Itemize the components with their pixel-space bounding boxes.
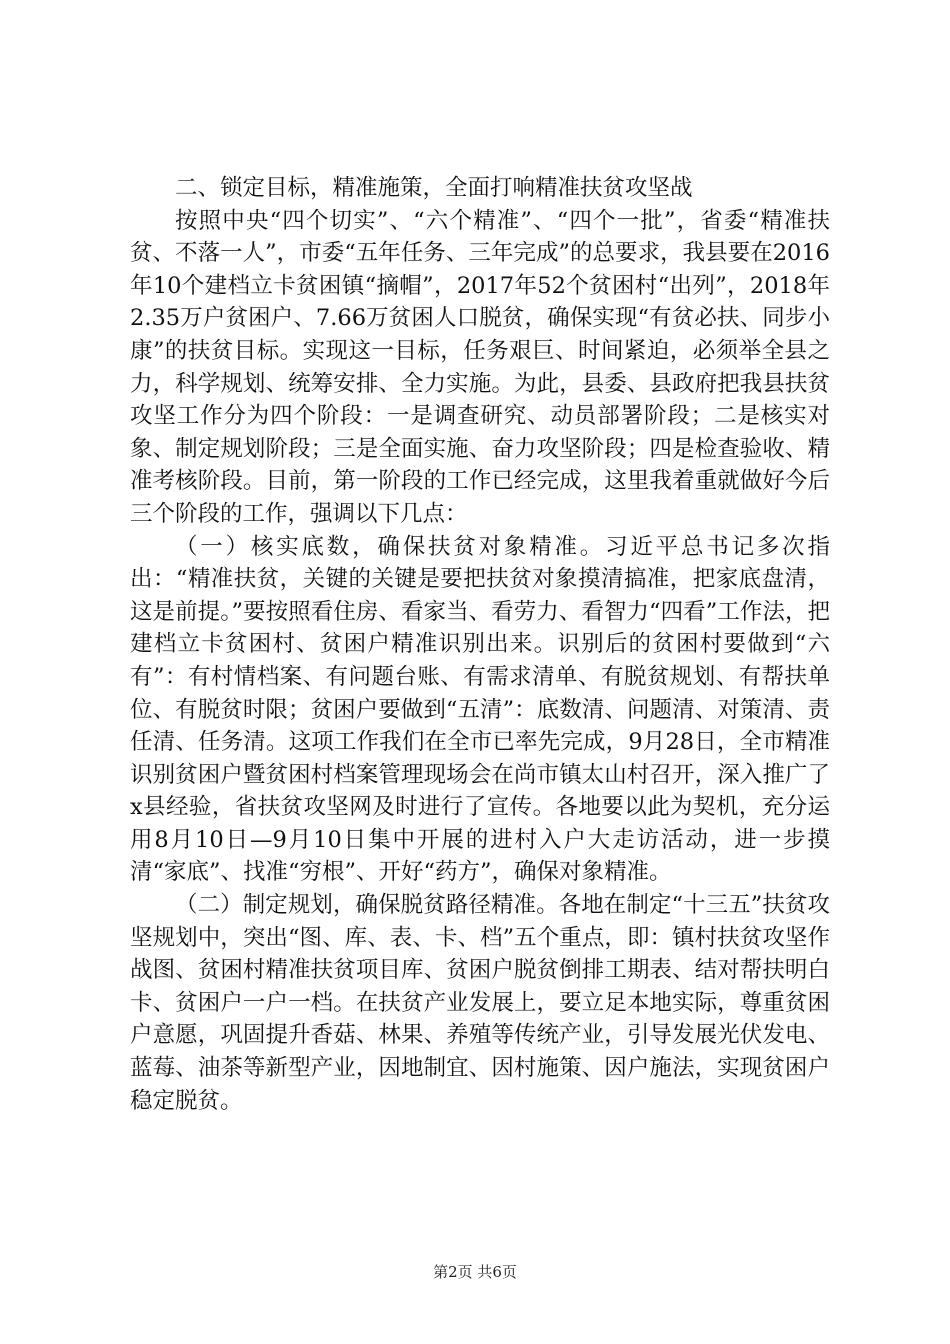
paragraph-intro: 按照中央“四个切实”、“六个精准”、“四个一批”，省委“精准扶贫、不落一人”，市委“五年任务、三年完成”的总要求，我县要在2016年10个建档立卡贫困镇“摘帽”，2017年52个贫困村“出列”，2018年2.35万户贫困户、7.66万贫困人口脱贫，确保实现“有贫必扶、同步小康”的扶贫目标。实现这一目标，任务艰巨、时间紧迫，必须举全县之力，科学规划、统筹安排、全力实施。为此，县委、县政府把我县扶贫攻坚工作分为四个阶段：一是调查研究、动员部署阶段；二是核实对象、制定规划阶段；三是全面实施、奋力攻坚阶段；四是检查验收、精准考核阶段。目前，第一阶段的工作已经完成，这里我着重就做好今后三个阶段的工作，强调以下几点：: [130, 207, 830, 527]
document-body: [130, 172, 830, 1117]
section-heading: 二、锁定目标，精准施策，全面打响精准扶贫攻坚战: [175, 175, 693, 201]
paragraph-point-1: （一）核实底数，确保扶贫对象精准。习近平总书记多次指出：“精准扶贫，关键的关键是要把扶贫对象摸清搞准，把家底盘清，这是前提。”要按照看住房、看家当、看劳力、看智力“四看”工作法，把建档立卡贫困村、贫困户精准识别出来。识别后的贫困村要做到“六有”：有村情档案、有问题台账、有需求清单、有脱贫规划、有帮扶单位、有脱贫时限；贫困户要做到“五清”：底数清、问题清、对策清、责任清、任务清。这项工作我们在全市已率先完成，9月28日，全市精准识别贫困户暨贫困村档案管理现场会在尚市镇太山村召开，深入推广了x县经验，省扶贫攻坚网及时进行了宣传。各地要以此为契机，充分运用8月10日—9月10日集中开展的进村入户大走访活动，进一步摸清“家底”、找准“穷根”、开好“药方”，确保对象精准。: [130, 533, 830, 886]
paragraph-point-2: （二）制定规划，确保脱贫路径精准。各地在制定“十三五”扶贫攻坚规划中，突出“图、库、表、卡、档”五个重点，即：镇村扶贫攻坚作战图、贫困村精准扶贫项目库、贫困户脱贫倒排工期表、结对帮扶明白卡、贫困户一户一档。在扶贫产业发展上，要立足本地实际，尊重贫困户意愿，巩固提升香菇、林果、养殖等传统产业，引导发展光伏发电、蓝莓、油茶等新型产业，因地制宜、因村施策、因户施法，实现贫困户稳定脱贫。: [130, 892, 830, 1114]
page-footer: 第2页 共6页: [433, 1263, 517, 1281]
